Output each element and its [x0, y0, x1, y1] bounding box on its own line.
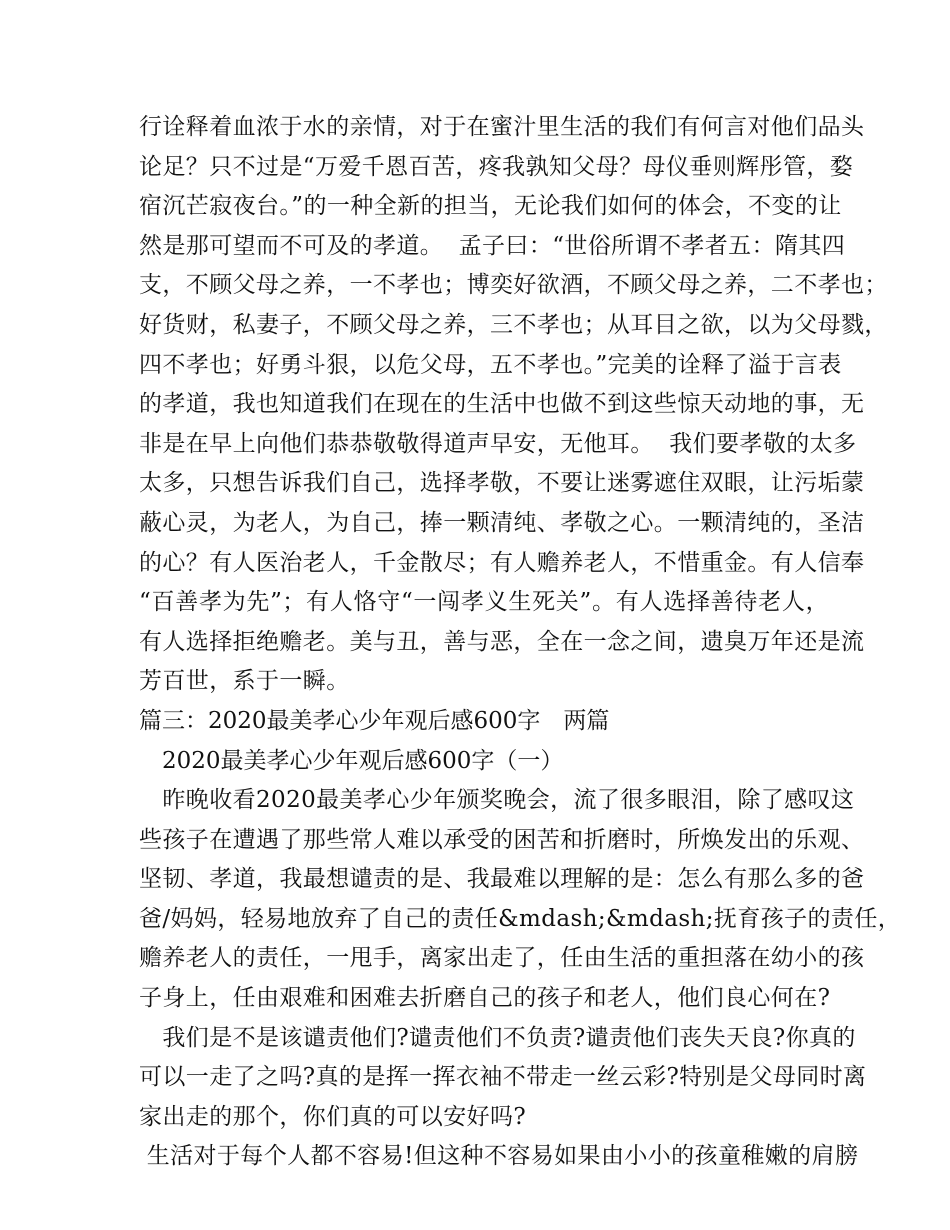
text-line: 蔽心灵，为老人，为自己，捧一颗清纯、孝敬之心。一颗清纯的，圣洁: [139, 509, 865, 536]
text-line: 坚韧、孝道，我最想谴责的是、我最难以理解的是：怎么有那么多的爸: [139, 866, 865, 893]
text-line: 爸/妈妈，轻易地放弃了自己的责任&mdash;&mdash;抚育孩子的责任，: [139, 905, 902, 932]
text-line: 太多，只想告诉我们自己，选择孝敬，不要让迷雾遮住双眼，让污垢蒙: [139, 470, 865, 497]
text-line: 的心？有人医治老人，千金散尽；有人赡养老人，不惜重金。有人信奉: [139, 549, 865, 576]
text-line: 非是在早上向他们恭恭敬敬得道声早安，无他耳。 我们要孝敬的太多: [139, 430, 857, 457]
section-heading: 篇三：2020最美孝心少年观后感600字 两篇: [139, 707, 610, 734]
text-line: 我们是不是该谴责他们?谴责他们不负责?谴责他们丧失天良?你真的: [139, 1024, 856, 1051]
text-line: 赡养老人的责任，一甩手，离家出走了，任由生活的重担落在幼小的孩: [139, 945, 865, 972]
text-line: 行诠释着血浓于水的亲情，对于在蜜汁里生活的我们有何言对他们品头: [139, 114, 865, 140]
text-line: 支，不顾父母之养，一不孝也；博奕好欲酒，不顾父母之养，二不孝也；: [139, 272, 888, 299]
text-line: 生活对于每个人都不容易!但这种不容易如果由小小的孩童稚嫩的肩膀: [139, 1143, 859, 1170]
text-line: 宿沉芒寂夜台。”的一种全新的担当，无论我们如何的体会，不变的让: [139, 193, 842, 220]
text-line: 好货财，私妻子，不顾父母之养，三不孝也；从耳目之欲，以为父母戮，: [139, 311, 888, 338]
text-line: 昨晚收看2020最美孝心少年颁奖晚会，流了很多眼泪，除了感叹这: [139, 787, 855, 814]
text-line: “百善孝为先”；有人恪守“一闯孝义生死关”。有人选择善待老人，: [139, 589, 829, 616]
text-line: 子身上，任由艰难和困难去折磨自己的孩子和老人，他们良心何在?: [139, 985, 831, 1012]
text-line: 论足？只不过是“万爱千恩百苦，疼我孰知父母？母仪垂则辉彤管，婺: [139, 153, 854, 180]
text-line: 有人选择拒绝赡老。美与丑，善与恶，全在一念之间，遗臭万年还是流: [139, 628, 865, 655]
text-line: 芳百世，系于一瞬。: [139, 668, 350, 695]
text-line: 可以一走了之吗?真的是挥一挥衣袖不带走一丝云彩?特别是父母同时离: [139, 1064, 867, 1091]
sub-heading: 2020最美孝心少年观后感600字（一）: [139, 747, 564, 774]
text-line: 的孝道，我也知道我们在现在的生活中也做不到这些惊天动地的事，无: [139, 391, 865, 418]
text-line: 家出走的那个，你们真的可以安好吗?: [139, 1103, 527, 1130]
document-body: [139, 108, 902, 1177]
text-line: 然是那可望而不可及的孝道。 孟子曰：“世俗所谓不孝者五：隋其四: [139, 232, 846, 259]
text-line: 四不孝也；好勇斗狠，以危父母，五不孝也。”完美的诠释了溢于言表: [139, 351, 842, 378]
text-line: 些孩子在遭遇了那些常人难以承受的困苦和折磨时，所焕发出的乐观、: [139, 826, 865, 853]
